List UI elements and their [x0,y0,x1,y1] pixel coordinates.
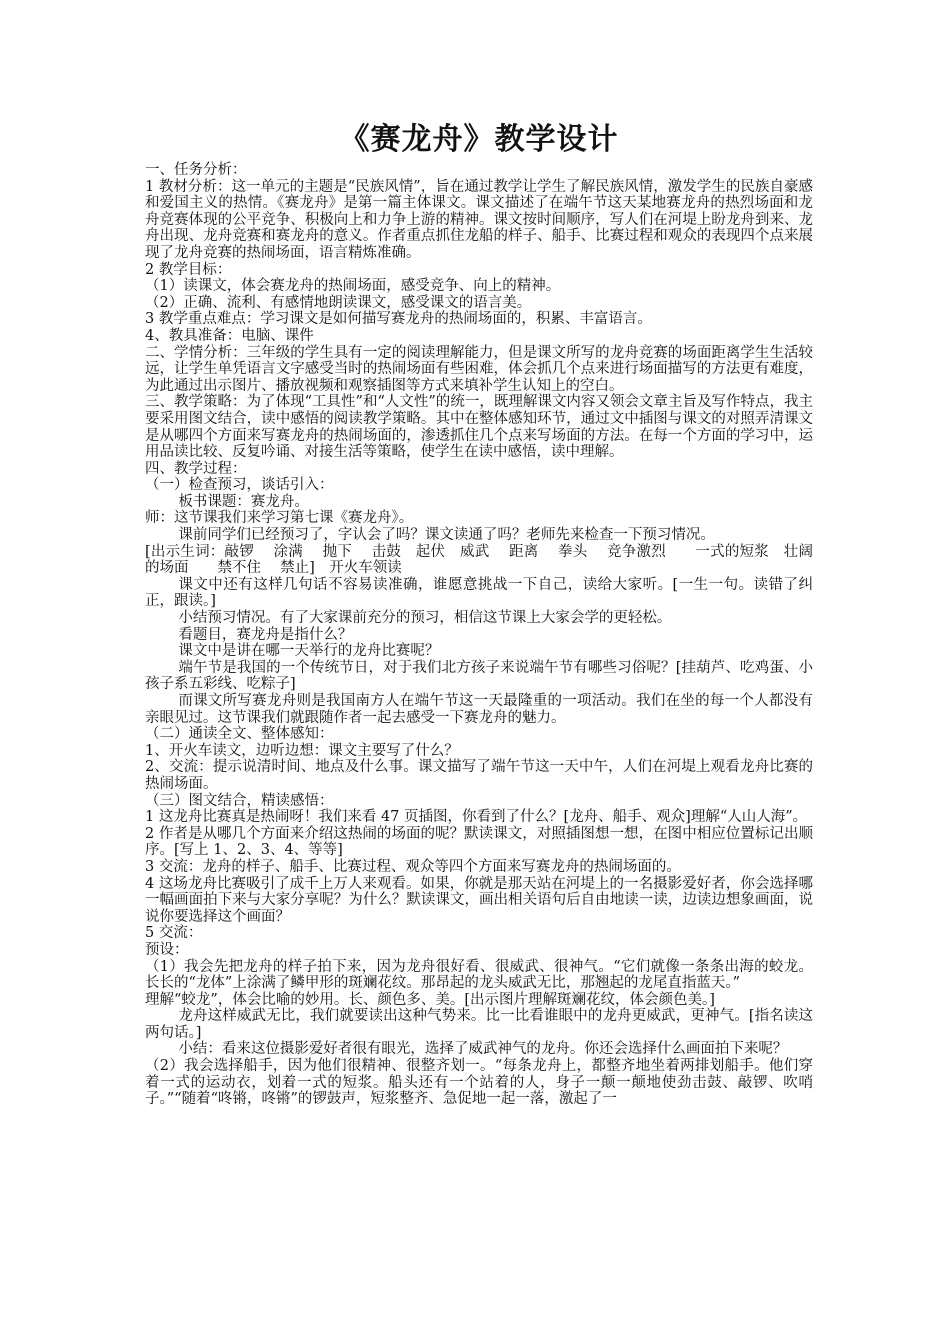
paragraph: 二、学情分析：三年级的学生具有一定的阅读理解能力，但是课文所写的龙舟竞赛的场面距离学生生活较远，让学生单凭语言文字感受当时的热闹场面有些困难，体会抓几个点来进行场面描写的方法更有难度，为此通过出示图片、播放视频和观察插图等方式来填补学生认知上的空白。 [145,344,813,394]
paragraph: 1、开火车读文，边听边想：课文主要写了什么？ [145,742,459,759]
paragraph: （三）图文结合，精读感悟： [145,792,334,809]
document-body [145,162,813,1108]
paragraph: 师：这节课我们来学习第七课《赛龙舟》。 [145,510,414,527]
paragraph: （一）检查预习，谈话引入： [145,477,334,494]
paragraph: 龙舟这样威武无比，我们就要读出这种气势来。比一比看谁眼中的龙舟更威武，更神气。[指名读这两句话。] [145,1008,813,1041]
paragraph: 一、任务分析： [145,162,247,178]
paragraph: 四、教学过程： [145,460,247,477]
paragraph: 看题目，赛龙舟是指什么？ [178,626,353,643]
paragraph: 理解“蛟龙”，体会比喻的妙用。长、颜色多、美。[出示图片理解斑斓花纹，体会颜色美。] [145,991,715,1008]
paragraph: 4、教具准备：电脑、课件 [145,327,314,344]
paragraph: 1 这龙舟比赛真是热闹呀！我们来看 47 页插图，你看到了什么？[龙舟、船手、观众]理解“人山人海”。 [145,809,808,826]
paragraph: 3 教学重点难点：学习课文是如何描写赛龙舟的热闹场面的，积累、丰富语言。 [145,311,652,328]
document-title: 《赛龙舟》教学设计 [339,122,619,157]
paragraph: 4 这场龙舟比赛吸引了成千上万人来观看。如果，你就是那天站在河堤上的一名摄影爱好者，你会选择哪一幅画面拍下来与大家分享呢？为什么？默读课文，画出相关语句后自由地读一读，边读边想象画面，说说你要选择这个画面？ [145,875,813,925]
paragraph: 小结：看来这位摄影爱好者很有眼光，选择了威武神气的龙舟。你还会选择什么画面拍下来呢？ [178,1041,788,1058]
paragraph: 而课文所写赛龙舟则是我国南方人在端午节这一天最隆重的一项活动。我们在坐的每一个人都没有亲眼见过。这节课我们就跟随作者一起去感受一下赛龙舟的魅力。 [145,693,813,726]
paragraph: 1 教材分析：这一单元的主题是“民族风情”，旨在通过教学让学生了解民族风情，激发学生的民族自豪感和爱国主义的热情。《赛龙舟》是第一篇主体课文。课文描述了在端午节这天某地赛龙舟的热烈场面和龙舟竞赛体现的公平竞争、积极向上和力争上游的精神。课文按时间顺序，写人们在河堤上盼龙舟到来、龙舟出现、龙舟竞赛和赛龙舟的意义。作者重点抓住龙船的样子、船手、比赛过程和观众的表现四个点来展现了龙舟竞赛的热闹场面，语言精炼准确。 [145,178,813,261]
paragraph: 三、教学策略：为了体现“工具性”和“人文性”的统一，既理解课文内容又领会文章主旨及写作特点，我主要采用图文结合，读中感悟的阅读教学策略。其中在整体感知环节，通过文中插图与课文的对照弄清课文是从哪四个方面来写赛龙舟的热闹场面的，渗透抓住几个点来写场面的方法。在每一个方面的学习中，运用品读比较、反复吟诵、对接生活等策略，使学生在读中感悟，读中理解。 [145,394,813,461]
paragraph: 课文中是讲在哪一天举行的龙舟比赛呢？ [178,643,440,660]
paragraph: （二）通读全文、整体感知： [145,726,334,743]
paragraph: 课文中还有这样几句话不容易读准确，谁愿意挑战一下自己，读给大家听。[一生一句。读错了纠正，跟读。] [145,576,813,610]
document-page [145,120,813,1108]
paragraph: 3 交流：龙舟的样子、船手、比赛过程、观众等四个方面来写赛龙舟的热闹场面的。 [145,858,681,875]
paragraph: （2）我会选择船手，因为他们很精神、很整齐划一。“每条龙舟上，都整齐地坐着两排划船手。他们穿着一式的运动衣，划着一式的短浆。船头还有一个站着的人，身子一颠一颠地使劲击鼓、敲锣、吹哨子。”“随着“咚锵，咚锵”的锣鼓声，短浆整齐、急促地一起一落，激起了一 [145,1058,813,1108]
paragraph: [出示生词：敲锣 涂满 抛下 击鼓 起伏 威武 距离 拳头 竞争激烈 一式的短浆 壮阔的场面 禁不住 禁止] 开火车领读 [145,543,813,577]
paragraph: 课前同学们已经预习了，字认会了吗？课文读通了吗？老师先来检查一下预习情况。 [178,527,715,544]
paragraph: 2 作者是从哪几个方面来介绍这热闹的场面的呢？默读课文，对照插图想一想，在图中相应位置标记出顺序。[写上 1、2、3、4、等等] [145,825,813,859]
paragraph: 5 交流： [145,925,203,942]
paragraph: 端午节是我国的一个传统节日，对于我们北方孩子来说端午节有哪些习俗呢？[挂葫芦、吃鸡蛋、小孩子系五彩线、吃粽子] [145,659,813,693]
paragraph: 板书课题：赛龙舟。 [178,493,309,510]
paragraph: （1）读课文，体会赛龙舟的热闹场面，感受竞争、向上的精神。 [145,278,561,295]
paragraph: 小结预习情况。有了大家课前充分的预习，相信这节课上大家会学的更轻松。 [178,610,672,627]
paragraph: （2）正确、流利、有感情地朗读课文，感受课文的语言美。 [145,294,532,311]
paragraph: 预设： [145,941,189,958]
paragraph: 2 教学目标： [145,261,232,278]
paragraph: 2、交流：提示说清时间、地点及什么事。课文描写了端午节这一天中午，人们在河堤上观看龙舟比赛的热闹场面。 [145,759,813,792]
paragraph: （1）我会先把龙舟的样子拍下来，因为龙舟很好看、很威武、很神气。“它们就像一条条出海的蛟龙。长长的“龙体”上涂满了鳞甲形的斑斓花纹。那昂起的龙头威武无比，那翘起的龙尾直指蓝天。” [145,958,813,992]
